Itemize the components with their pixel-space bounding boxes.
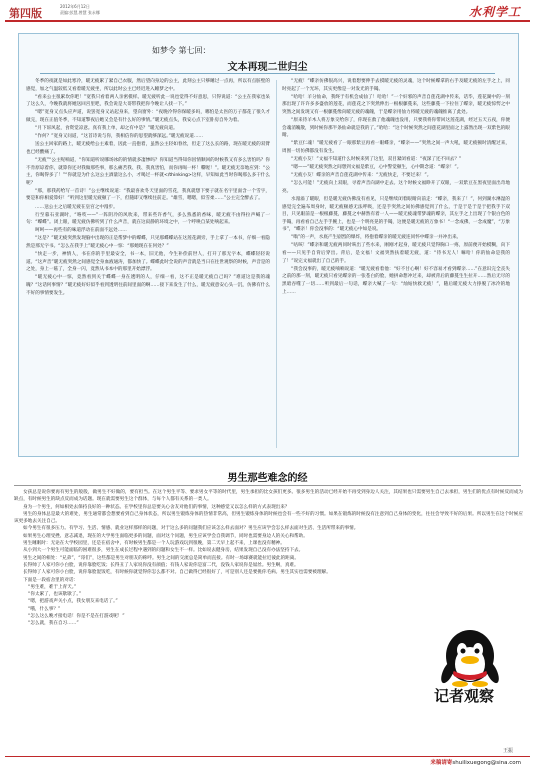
serial-left-column: [26, 78, 270, 450]
column-divider: [276, 80, 277, 448]
story-paragraph: 下面是一段宿舍里的对话：: [23, 577, 79, 583]
serial-paragraph: “原来待羊木人将万象交给你了，你现在救了他魂魄也没用，只要我将你带回这莲花湖，经过五天五夜，你便会魂消魄散，到时候你那半条仙命就是我的了。”哈哈：“这个时候突然之间莲花湖里面之上露然出现一双紫色的眼睛。: [282, 117, 510, 139]
masthead-rule: [5, 20, 530, 22]
newspaper-logo: 水利学工: [468, 5, 521, 19]
issue-date: 2012年6月12日: [60, 4, 90, 9]
serial-paragraph: “咕咳！”蝶亲和暖无疲两同时咳出了些水来，刚刚才起身，暖无疲只觉得胸口一疼，原前便开始模糊，向下看——只见手自背后穿出。背后，是文福！文福突然扶着暖无疲，道：“待书无人！嘛哈！你的仙命是我的了！”说完文福就出了自己的手。: [282, 243, 510, 264]
story-paragraph: 从小到大一个男生可能面临的困难很多，男生在成长过程中遇到的问题和女生不一样。比如说去健身房，结果发现自己没有办法坚持下去。: [23, 548, 304, 554]
story-dialogue-line: “怎么这么晚才接电话！你是不是在打游戏呢！”: [28, 614, 125, 620]
story-paragraph: 男生睡眠时：无论在大学校园里，还是在宿舍中，有时候男生都是一个人玩游戏玩到很晚，第二天早上起不来，上课也没有精神。: [23, 541, 285, 547]
story-paragraph: 男生的身体总是最大的难处，男生通常都会想要看到自己身体状态，所以男生锻炼身体的热情非常高，但男生锻炼身体的时候也会有一些不好的习惯。如果在锻炼的时候没有注意到自己身体的变化，往往会导致不好的后果。所以男生在这个时候应该更多地去关注自己。: [14, 511, 523, 525]
masthead: [0, 0, 535, 22]
serial-paragraph: “哈哈！羊分仙命，我终于有机会成仙了！哈哈！”一个奸邪的声音自莲花湖中传来，话毕，莲花湖中的一刻那出现了许许多多盛放的莲花，而莲花之下突然伸出一根根藤蔓来，这些藤蔓一下拉住了蝶亲，暖无疲惊愕之中突然之间发现又有一根藤蔓像向暖无疲的魂魄，于是蝶亲用仙力将暖无疲的魂魄推离了此处。: [282, 94, 510, 115]
serial-paragraph: 冬季的夜就是如此寒冷，暖无疲累了紧自己衣服，然后望向身边的公主，此刻公主只够睡过一点再，所以有点脏壁的感觉，加之气温较低又看着暖无疲坐，所以此时公主已经迟进入睡梦之中。: [26, 79, 270, 92]
story-paragraph: 如果男生心理受挫、意志减退，现在的大学男生面临更多的问题，面对这个问题，男生应该学会自我调节，同时也需要身边人的关心和帮助。: [23, 533, 308, 539]
serial-paragraph: “无疲！”蝶亲仿佛很高兴，说着想要伸手去摸暖无疲的灵魂，这个时候蝶拿的右手及暖无疲的左手之上，同时亮起了一个光环，其实更像是一对发光的手镯。: [282, 79, 510, 92]
serial-paragraph: “无疲”“公主呢喃道，“你知道听说哪场冰的的情就多凄惨吗？你知道当得知你因情顺回的时候我又有多么害怕吗？你不肯原谅着你，就算你还对我做那些事，那么痛苦我、我、我真害怕，而你再喝一杯！嘶喔！”。暖无疲无奈地应到：“公主，你喝得多了！”“你就是为什么这公主酒量这么小，才喝过一杯就</thinking>这样，早知如此当时你喝那么多干什么呢？: [26, 157, 270, 186]
story-editor: 王振: [502, 748, 513, 754]
serial-paragraph: 行至暮石亚湖时，“咯吱——”一阵阴冷的风吹来，带来些许香气，多么熟悉的香味，暖无疲不由得拉声喊了一句：“蝶蝶”。闭上眼，暖无疲仿佛听到了什么声音，就在这寂静的环境之中，一个呼唤自某处响起来。: [26, 212, 270, 226]
serial-paragraph: “快走一步，神情人，书在你的手里最安全，书一本，旧无他，今生补偿前世人，打开了那无字本，蝶蝶轻轻说道。“这声音”暖无疲突然之间感觉全身血液通涛，都加快了。蝶蝶此时全说的声音就是当日在往世观察的时候，声音是的之处，身上一眩了，全身一闪，竟然从书本中的那里开始漂浮。: [26, 252, 270, 273]
story-paragraph: 长得帅了人家可你小白脸，说你靠脸混饭吃，有时候你就觉得你怎么都不对。自己做得已经很好了，可是别人还是要挑你毛病。男生其实也需要被理解。: [23, 570, 331, 576]
serial-paragraph: “怎么可能！”无疲向上双眼，寻着声音向湖中走去。这个时候文福睁开了双眼，一双紫豆在黑夜里面出奇地亮。: [282, 181, 510, 194]
story-paragraph: 男生之间的相处：“兄弟”，“哥们”，这些都是男生对朋友的称呼。男生之间的交流总是简单而直接。有时一场球赛就能拉近彼此的距离。: [23, 555, 299, 561]
issue-meta: [60, 4, 100, 16]
footer-label: 来稿请寄: [430, 760, 453, 766]
page-number: 第四版: [9, 7, 42, 20]
story-paragraph: 身为一个男生，何如相处去保持良好的一种状态。在学校里你总是要关心舍友对他们的事情，这种感觉又以怎么样的方式表现出来？: [23, 504, 290, 510]
story-dialogue-line: “你太累了，也该歇歇了。”: [28, 592, 81, 598]
serial-column-head: 如梦令 第七回：: [152, 46, 211, 55]
story-title-rule: [14, 485, 521, 486]
issue-editors: 责编:彭慧,曾慧 张永娜: [60, 10, 100, 15]
serial-paragraph: “月下诉风起，食资觉凉意。真有我上单，却之有中是？”暖无疲向道。: [35, 126, 178, 132]
serial-paragraph: “嗯”宽身又点头应声道，说罢宽身又站起身来，望向窗外：“夜晚冷得你保暖多吗，哪怕是太医的万子都花了很久才做完，现在正值冬季，不知道擎夜后她又会是有什么好的事情。”暖无疲点头，我安心点下室卧房自外为着。: [26, 110, 270, 123]
serial-paragraph: “紫豆仁魂！”暖无疲看了一眼那紫豆再看一眼蝶亲，“蝶亲——”突然之间一声大吼，暖无疲顿时清醒过来，周围一切仿佛都没有发生。: [282, 141, 510, 154]
footer: [430, 758, 521, 766]
serial-paragraph: “看来公主很累坎你吧！”宽我只看着两人亲密模样。暖无疲听此一说也觉得不好意思，只得说道：“公主在我家也呆了这么久，今晚我就将她送回宫里吧，我会说是大哥带我把你今晚让人找一下。”: [26, 94, 270, 108]
serial-paragraph: “嗯——”暖无疲突然之间想到文福是紫豆，心中警觉顿生，心中期念道：“蝶亲！”。: [291, 165, 462, 171]
story-paragraph: 女孩总是说你要再有男生的般般，做男生不好做的，要有担当。在这个男生平等、要求男女平等的时代里，男生承担的比女孩们更多。很多男生的活动已经开始不再受到身边人关注，其结果也只需要男生自己去承担，男生们的优点有时候反而成为缺点，有时候男生的缺点反而成为话题。现在就需要男生这个群体，与每个人都有关系的一类人。: [14, 490, 523, 503]
serial-paragraph: “那，那我药给写一首诗！”公主继续说道：“我最喜欢冬天里面的雪花，我真就想下要子就在名宇里面含一个雪字，要是和你相爱算好！”听到这里暖无疲顿了一下，但随即又继续往前走。“雄雪，嗯嗯，似雪柔……”公主完全醉去了。: [26, 188, 270, 202]
serial-paragraph: “作何？”宽身又问道，“这首诗说与你，我相信你的思望就够深远。”暖无疲说道……: [35, 134, 204, 140]
footer-email[interactable]: shuilixuegong@sina.com: [452, 760, 521, 766]
story-dialogue-line: “男生难，难于上青天。”: [28, 584, 77, 590]
serial-right-column: [282, 78, 510, 450]
serial-paragraph: “无疲小友！蝶亲的声音自莲花湖中传来：“无疲快走，不要过来！”。: [291, 173, 432, 179]
penguin-mascot-icon: [424, 622, 516, 740]
reporter-observation-stamp: 记者观察: [433, 687, 494, 705]
serial-paragraph: “嗡”的一声，水底产生剧烈的爆炸，将抱着蝶亲的暖无疲连同怀中蝶亲一并冲出来。: [291, 235, 462, 241]
serial-paragraph: “我会没事的，暖无疲喃喃说道：“暖无疲看着他：“好不甘心啊！好不容易才看到蝶亲……”在意识完全丧失之前的那一刻，暖无疲只看见蝶亲的一张苍白的脸，她拼命想冲过来，却被背后的藤蔓生生拉开……然后无尽的黑暗吞噬了一切……听到最后一句话，蝶亲大喊了一句：“灿姑快救无疲！”，随后暖无疲大力挣脱了冰冷的地上……: [282, 266, 510, 295]
serial-paragraph: “暖无疲心中一惊，竟然看到关于蝶蝶一身在透明的人，仔细一看，这不正是暖无疲自己吗？”难道这是我的魂魄？“这话何事情？”暖无疲好好似乎看到透明往前间里面的啊……接下来发生了什么，暖无疲意安心头一沉，仿佛有什么不好的事情要发生。: [26, 275, 270, 296]
footer-rule: [5, 756, 530, 757]
story-dialogue-line: “嗯，把游戏声关小点，我女朋友来电话了。”: [28, 599, 118, 605]
story-dialogue-line: “哦，什么事？”: [28, 606, 61, 612]
serial-paragraph: “这是？”暖无疲突然发现脑中出现的正是帮梦中的蝶蝶，只见那蝶蝶站在这莲花湖旁，手上拿了一本书，仔细一看隐然是那无字书。“怎么在我手上”暖无疲心中一惊：“那她现在在何处？”: [26, 236, 270, 249]
story-paragraph: 如今男生有很多压力。有学习、生活、情感、就业这样那样的问题，对于这么多的问题我们应该怎么样去面对？男生应该学会怎么样去面对生活、生活所带来的事情。: [23, 526, 359, 532]
serial-paragraph: 呵呵——再些有的味道浮动在前面不远处……: [35, 228, 127, 234]
serial-title-rule: [40, 73, 495, 74]
story-title: 男生那些难念的经: [227, 473, 308, 484]
serial-paragraph: 送公主回家的路上，暖无疲给公主素着，因此一直抱着，虽然公主轻如春丝，但走了这么长的路，现在暖无疲的双臂也已经酸痛了。: [26, 142, 270, 155]
story-dialogue-line: “怎么就，我在自习……”: [28, 621, 79, 627]
serial-title: 文本再现二世归尘: [227, 62, 308, 73]
story-paragraph: 长得帅了人家可你小白脸，说你靠脸吃饭；长得丑了人家说你没有颜值；有钱人家说你是富二代，没钱人家说你是屌丝。男生啊，真难。: [23, 562, 299, 568]
serial-paragraph: “无疲小友！”文福不知道什么时候来到了这里，双目紧闭看道：“夜深了还不回去？”: [291, 156, 462, 162]
serial-paragraph: 水漫溢了暖眼，但是暖无疲仿佛没有看见，只是继续闭着眼睛向前走：“蝶亲，我来了！”，何到湖水淋湿的感觉完全遍布周身时，暖无疲顿感无法呼吸，还是手突然之间仿佛感觉到了什么，于是于是于是于把我手下双目，只见眼前是一根根藤蔓，藤蔓之中赫然有着一人——暖无疲魂带梦魂的蝶亲，其左手之上出现了个银白色的手镯，再看看自己左手手腕上，也是一个明亮晃的手镯，这便是暖无疲的万象书！“一念成佛，一念成魔”，“万象书”，“蝶亲！你会没事的：“暖无疲心中如是说。: [282, 196, 510, 233]
serial-paragraph: ……送公主之后暖无疲在皇宫之中漫步。: [35, 204, 118, 210]
